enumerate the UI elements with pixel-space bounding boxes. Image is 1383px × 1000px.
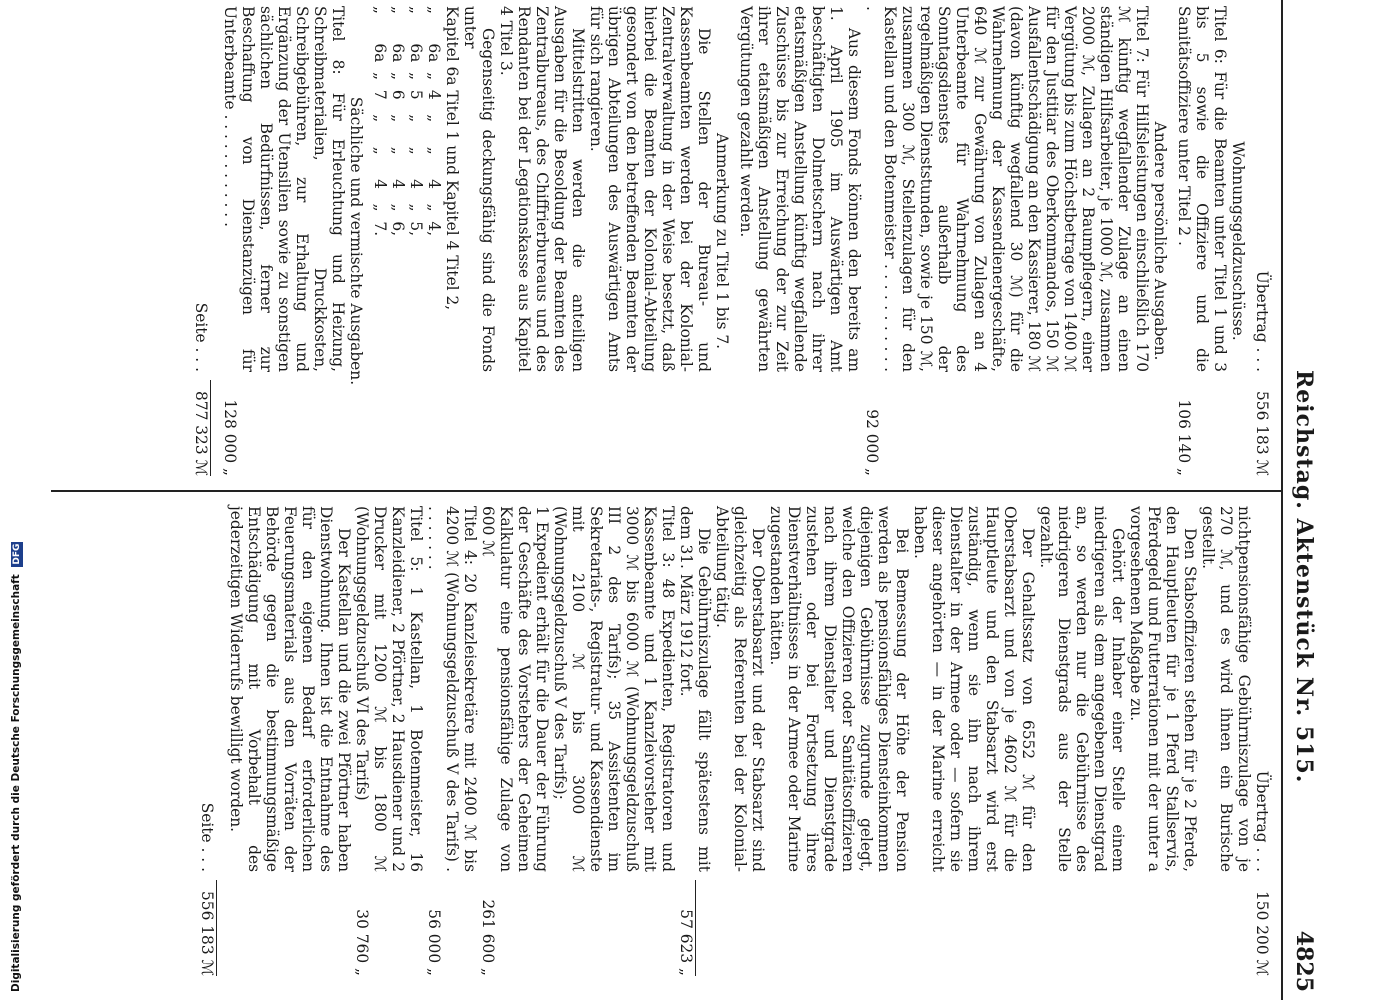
titel3-main: Titel 3: 48 Expedienten, Registratoren und Kassenbeamte und 1 Kanzleivorsteher mit 3000 ℳ bis 6000 ℳ (Wohnungsgeldzuschuß III 2 des Tarifs); 35 Assistenten im Sekretariats-, Registratur- und Kassendienste mit 2100 ℳ bis 3000 ℳ (Wohnungsgeldzuschuß V des Tarifs); — [551, 506, 677, 872]
paragraph: Die Gebührniszulage fällt spätestens mit dem 31. März 1912 fort. — [677, 506, 713, 872]
titel8-text: Titel 8: Für Erleuchtung und Heizung, Schreibmaterialien, Druckkosten, Schreibgebühren, zur Erhaltung und Ergänzung der Utensilien sowie zu sonstigen sächlichen Bedürfnissen, ferner zur Beschaffung von Dienstanzügen für Unterbeamte . . . . . . . . . . . . — [221, 6, 347, 372]
titel4-row — [425, 506, 479, 976]
titel7-text: Titel 7: Für Hilfsleistungen einschließlich 170 ℳ künftig wegfallender Zulage an einen ständigen Hilfsarbeiter, je 1000 ℳ, zusammen 2000 ℳ, Zulagen an 2 Baumpflegern, einer Vergütung bis zum Höchstbetrage von 1400 ℳ für den Justitiar des Oberkommandos, 150 ℳ Ausfallentschädigung an den Kassierer, 180 ℳ (davon künftig wegfallend 30 ℳ) für die Wahrnehmung der Kassendienergeschäfte, 640 ℳ zur Gewährung von Zulagen an 4 Unterbeamte für Wahrnehmung des Sonntagsdienstes außerhalb der regelmäßigen Dienststunden, sowie je 150 ℳ, zusammen 300 ℳ, Stellenzulagen für den Kastellan und den Botenmeister . . . . . . . . . . . . — [863, 6, 1151, 372]
paragraph: Bei Bemessung der Höhe der Pension werden als pensionsfähiges Diensteinkommen diejenigen Gebührnisse zugrunde gelegt, welche den Offizieren oder Sanitätsoffizieren nach ihrem Dienstalter und Dienstgrade zustehen oder bei Fortsetzung ihres Dienstverhältnisses in der Armee oder Marine zugestanden hätten. — [767, 506, 911, 872]
uebertrag-amount: 556 183 ℳ — [1253, 391, 1271, 476]
header-rule — [1281, 0, 1283, 1000]
titel3-amount: 261 600 „ — [479, 899, 497, 976]
titel7-amount: 92 000 „ — [863, 409, 881, 476]
paragraph: Den Stabsoffizieren stehen für je 2 Pferde, den Hauptleuten für je 1 Pferd Stallservis, Pferdegeld und Futterrationen mit der unter a vorgesehenen Maßgabe zu. — [1127, 506, 1199, 872]
paragraph: Der Gehaltssatz von 6552 ℳ für den Oberstabsarzt und von je 4602 ℳ für die Hauptleute und den Stabsarzt wird erst zuständig, wenn sie ihn nach ihrem Dienstalter in der Armee oder — sofern sie dieser angehörten — in der Marine erreicht haben. — [911, 506, 1037, 872]
titel3-addendum: 1 Expedient erhält für die Dauer der Führung der Geschäfte des Vorstehers der Geheimen Kalkulatur eine pensionsfähige Zulage von 600 ℳ — [479, 506, 551, 872]
p7-amount: 57 623 „ — [677, 880, 696, 976]
section-heading: Andere persönliche Ausgaben. — [1151, 121, 1169, 361]
left-column — [192, 6, 1271, 476]
seite-row — [198, 506, 217, 976]
titel3-text — [479, 506, 677, 880]
dfg-credit-text: Digitalisierung gefördert durch die Deutsche Forschungsgemeinschaft — [10, 574, 22, 992]
titel5-text: Titel 5: 1 Kastellan, 1 Botenmeister, 16 Kanzleidiener, 2 Pförtner, 2 Hausdiener und 2 Drucker mit 1200 ℳ bis 1800 ℳ (Wohnungsgeldzuschuß VI des Tarifs) — [353, 506, 425, 872]
titel7-note: Aus diesem Fonds können den bereits am 1. April 1905 im Auswärtigen Amt beschäftigten Dolmetschern nach ihrer etatsmäßigen Anstellung künftig wegfallende Zuschüsse bis zur Erreichung der zur Zeit ihrer etatsmäßigen Anstellung gewährten Vergütungen gezahlt werden. — [737, 6, 863, 372]
uebertrag-row — [1253, 506, 1271, 976]
kapitel-line: „ 6a „ 7 „ „ 4 „ 7. — [371, 6, 389, 237]
kapitel-line: „ 6a „ 4 „ „ 4 „ 4, — [425, 6, 443, 237]
titel3-row — [479, 506, 677, 976]
uebertrag-label: Übertrag . . . — [1253, 770, 1271, 872]
titel7-row — [863, 6, 1151, 476]
section-heading: Wohnungsgeldzuschüsse. — [1229, 141, 1247, 341]
dfg-credit — [6, 543, 26, 992]
anmerkung-heading: Anmerkung zu Titel 1 bis 7. — [713, 132, 731, 350]
titel8-amount: 128 000 „ — [221, 399, 239, 476]
right-column — [198, 506, 1271, 976]
titel4-amount: 56 000 „ — [425, 909, 443, 976]
titel8-row — [221, 6, 347, 476]
anmerkung-text: Die Stellen der Bureau- und Kassenbeamten werden bei der Kolonial-Zentralverwaltung in der Weise besetzt, daß hierbei die Beamten der Kolonial-Abteilung gesondert von den betreffenden Beamten der übrigen Abteilungen des Auswärtigen Amts für sich rangieren. — [587, 6, 713, 372]
section-heading: Sächliche und vermischte Ausgaben. — [347, 96, 365, 386]
titel5-row — [353, 506, 425, 976]
page-header — [1283, 0, 1323, 1000]
page-title: Reichstag. Aktenstück Nr. 515. — [1291, 370, 1317, 784]
kapitel-line: „ 6a „ 5 „ „ 4 „ 5, — [407, 6, 425, 237]
titel6-amount: 106 140 „ — [1175, 399, 1193, 476]
kapitel-line: „ 6a „ 6 „ „ 4 „ 6, — [389, 6, 407, 237]
uebertrag-label: Übertrag . . . — [1253, 270, 1271, 372]
uebertrag-row — [1253, 6, 1271, 476]
titel5-amount: 30 760 „ — [353, 909, 371, 976]
seite-amount: 877 323 ℳ — [192, 380, 211, 476]
titel6-text: Titel 6: Für die Beamten unter Titel 1 und 3 bis 5 sowie die Offiziere und die Sanitätsoffiziere unter Titel 2 . — [1175, 6, 1229, 372]
seite-row — [192, 6, 211, 476]
seite-amount: 556 183 ℳ — [198, 880, 217, 976]
paragraph: nichtpensionsfähige Gebührniszulage von je 270 ℳ, und es wird ihnen ein Burische gestellt. — [1199, 506, 1253, 872]
gegenseitig-text: Gegenseitig deckungsfähig sind die Fonds unter — [461, 6, 497, 372]
page-number: 4825 — [1291, 930, 1317, 992]
kapitel-line: Kapitel 6a Titel 1 und Kapitel 4 Titel 2, — [443, 6, 461, 311]
p7-row — [677, 506, 713, 976]
rotated-page — [31, 0, 1331, 1000]
column-divider — [51, 490, 1281, 492]
kapitel-list — [371, 6, 461, 476]
mittel-text: Mittelstritten werden die anteiligen Ausgaben für die Besoldung der Beamten des Zentralbureaus, des Chiffrierbureaus und des Rendanten bei der Legationskasse aus Kapitel 4 Titel 3. — [497, 6, 587, 372]
dfg-logo: DFG — [12, 543, 22, 565]
paragraph: Der Kastellan und die zwei Pförtner haben Dienstwohnung. Ihnen ist die Entnahme des für den eigenen Bedarf erforderlichen Feuerungsmaterials aus den Vorräten der Behörde gegen die bestimmungsmäßige Entschädigung mit Vorbehalt des jederzeitigen Widerrufs bewilligt worden. — [227, 506, 353, 872]
titel4-text: Titel 4: 20 Kanzleisekretäre mit 2400 ℳ bis 4200 ℳ (Wohnungsgeldzuschuß V des Tarifs) . . . . . . . . — [425, 506, 479, 872]
paragraph: Der Oberstabsarzt und der Stabsarzt sind gleichzeitig als Referenten bei der Kolonial-Abteilung tätig. — [713, 506, 767, 872]
seite-label: Seite . . . — [198, 802, 216, 872]
titel6-row — [1175, 6, 1229, 476]
seite-label: Seite . . . — [192, 302, 210, 372]
uebertrag-amount: 150 200 ℳ — [1253, 891, 1271, 976]
paragraph: Gehört der Inhaber einer Stelle einem niedrigeren als dem angegebenen Dienstgrad an, so werden nur die Gebührnisse des niedrigeren Dienstgrads aus der Stelle gezahlt. — [1037, 506, 1127, 872]
